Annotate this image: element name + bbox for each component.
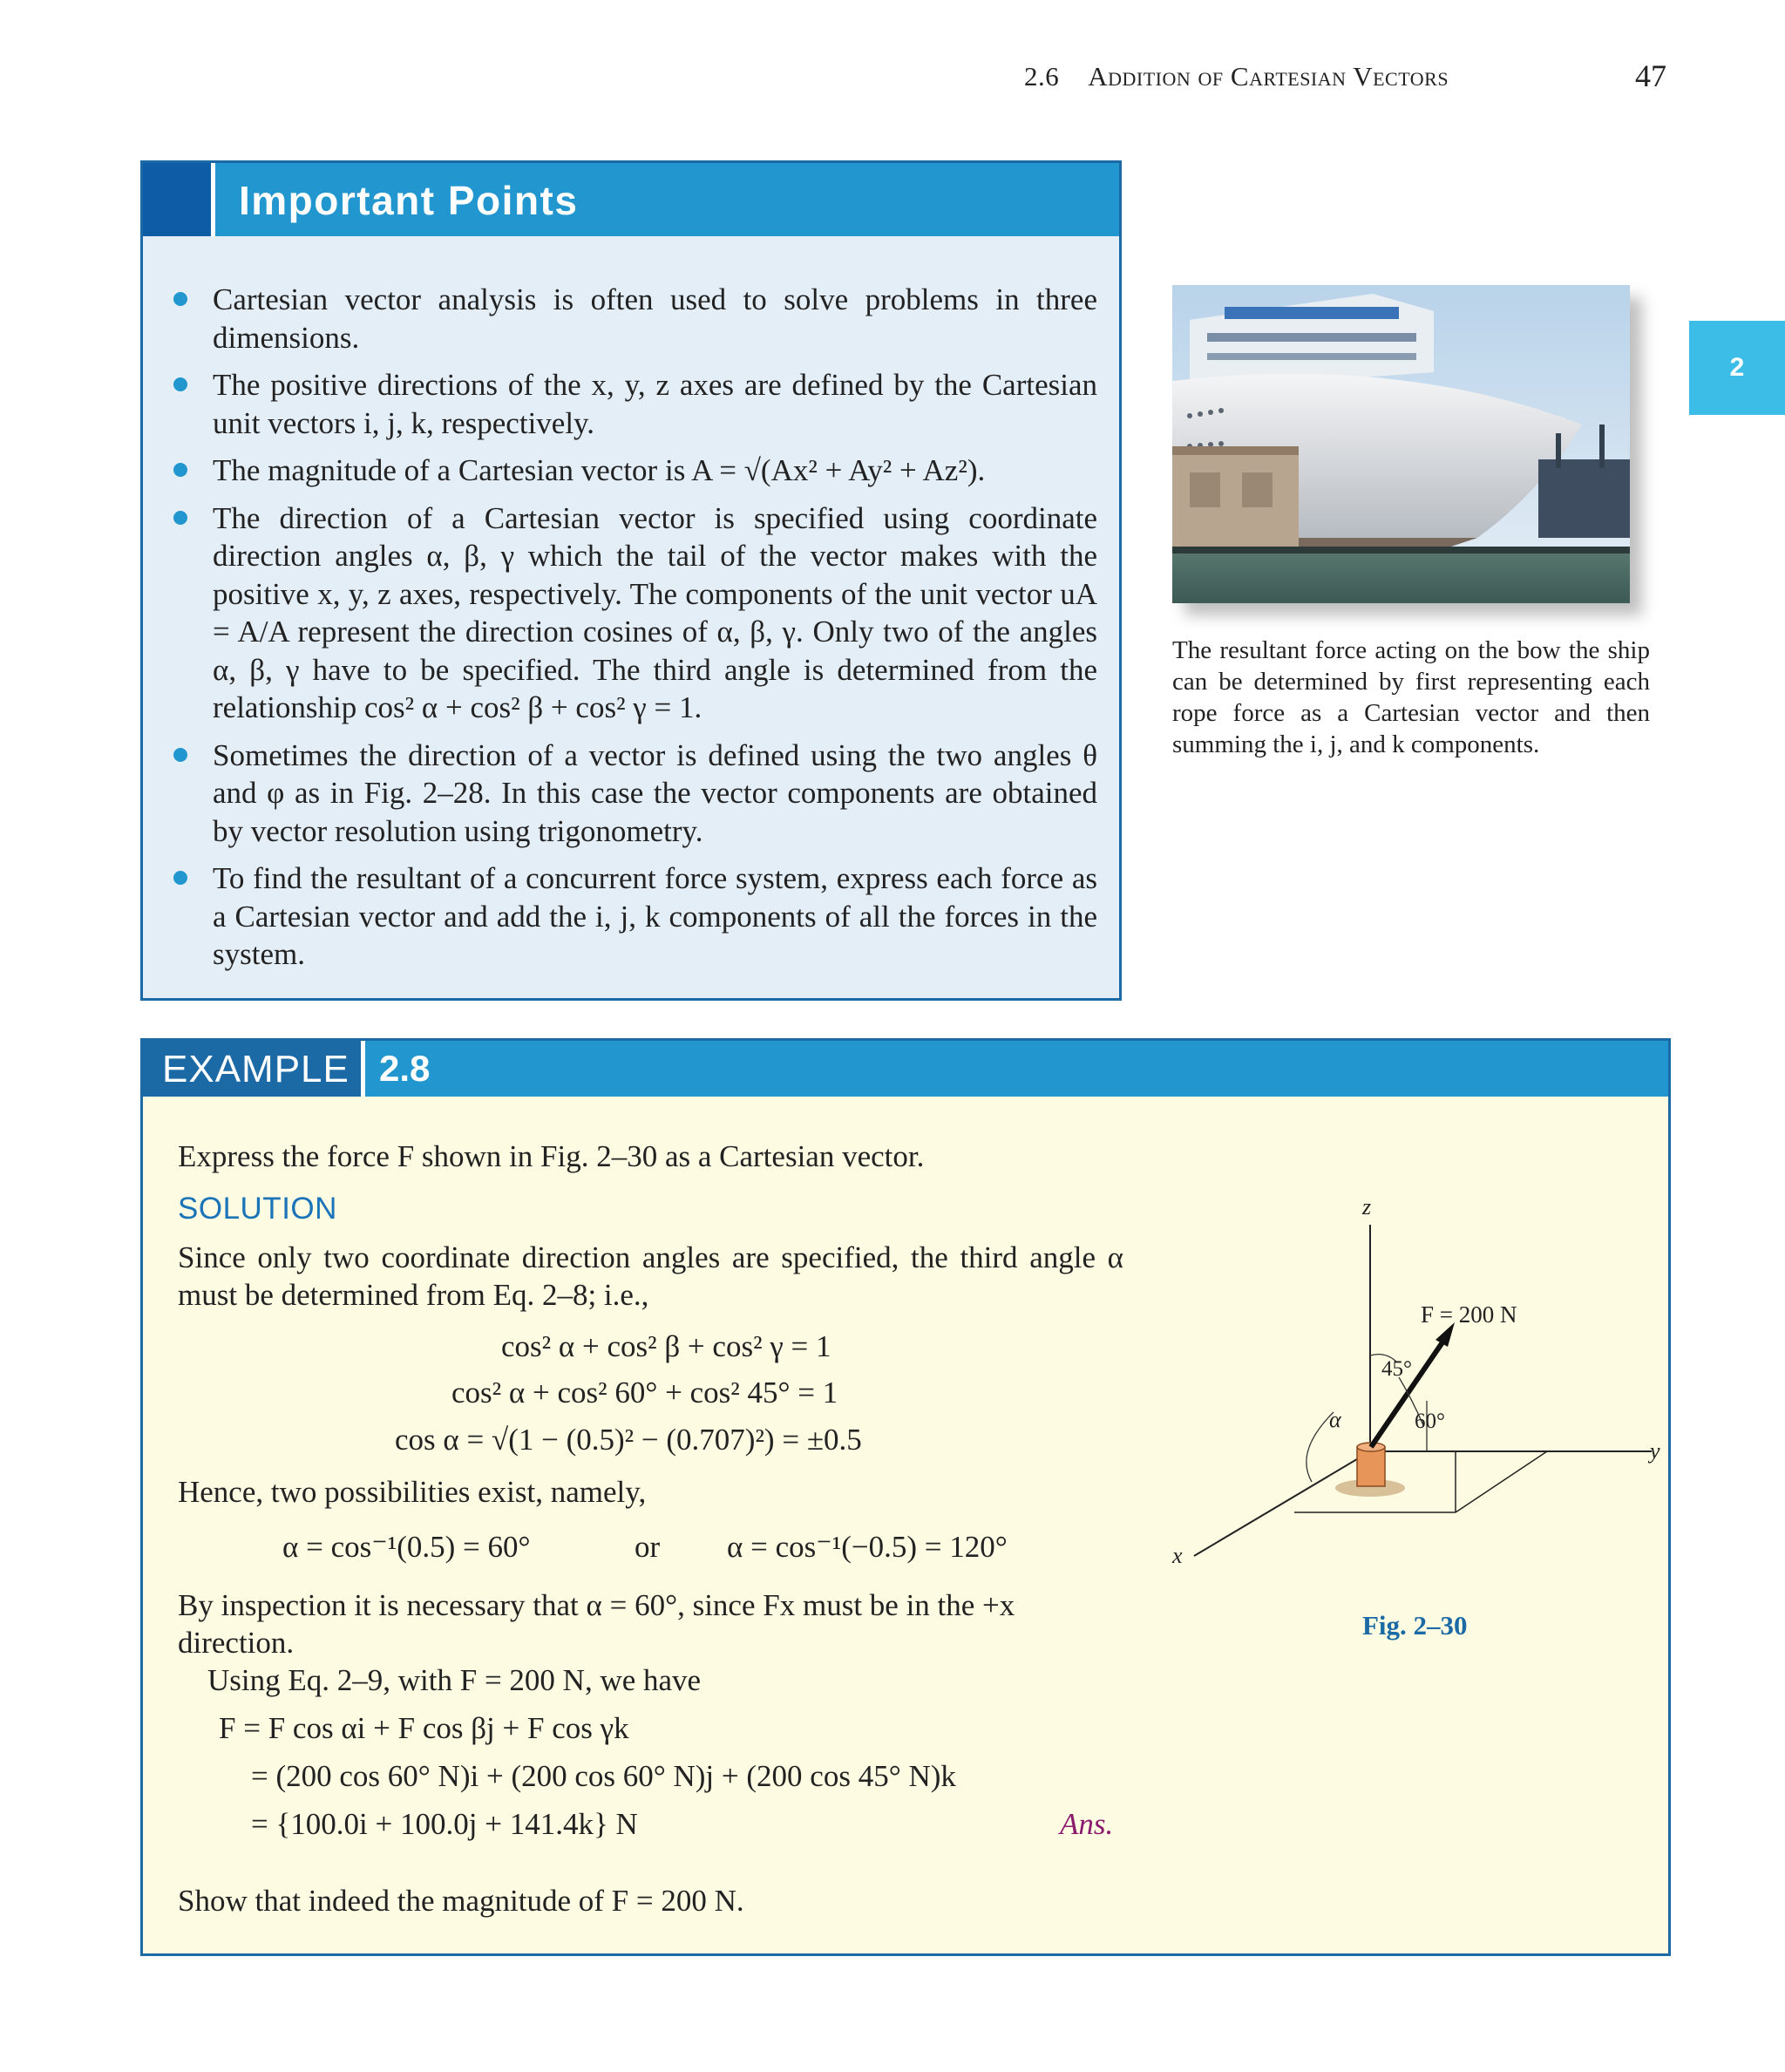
- answer-label: Ans.: [1060, 1807, 1114, 1841]
- x-axis-label: x: [1172, 1543, 1183, 1568]
- box-line: [1456, 1451, 1547, 1512]
- solution-intro: Since only two coordinate direction angles are specified, the third angle α must be determined from Eq. 2–8; i.e.,: [178, 1240, 1123, 1312]
- angle-45-label: 45°: [1381, 1357, 1412, 1381]
- header-divider: [211, 163, 215, 236]
- force-eq-2: = (200 cos 60° N)i + (200 cos 60° N)j + (200 cos 45° N)k: [251, 1759, 956, 1793]
- possibility-a: α = cos⁻¹(0.5) = 60°: [282, 1530, 531, 1564]
- force-label: F = 200 N: [1421, 1301, 1517, 1328]
- equation-3: cos α = √(1 − (0.5)² − (0.707)²) = ±0.5: [395, 1423, 862, 1457]
- point-text: To find the resultant of a concurrent force system, express each force as a Cartesian vector and add the i, j, k components of all the forces in the system.: [213, 861, 1097, 971]
- bullet-icon: [173, 871, 187, 885]
- figure-caption: Fig. 2–30: [1362, 1610, 1468, 1641]
- equation-1: cos² α + cos² β + cos² γ = 1: [501, 1329, 831, 1363]
- y-axis-label: y: [1650, 1438, 1660, 1464]
- example-number: 2.8: [379, 1048, 431, 1089]
- figure-2-30: [1164, 1190, 1669, 1591]
- point-text: Sometimes the direction of a vector is defined using the two angles θ and φ as in Fig. 2–28. In this case the vector components are obtained by vector resolution using trigonometry.: [213, 737, 1097, 848]
- alpha-label: α: [1329, 1407, 1341, 1432]
- point-item: [173, 737, 1097, 851]
- hence-text: Hence, two possibilities exist, namely,: [178, 1475, 647, 1509]
- point-item: [173, 366, 1097, 442]
- angle-60-label: 60°: [1415, 1410, 1445, 1433]
- ship-photo: [1172, 285, 1630, 603]
- x-axis: [1194, 1451, 1370, 1556]
- point-text: Cartesian vector analysis is often used to solve problems in three dimensions.: [213, 282, 1097, 355]
- possibility-or: or: [635, 1530, 661, 1564]
- chapter-tab[interactable]: 2: [1689, 321, 1785, 415]
- inspection-text: By inspection it is necessary that α = 60°, since Fx must be in the +x direction.: [178, 1588, 1015, 1660]
- point-item: [173, 859, 1097, 974]
- page-number: 47: [1635, 58, 1666, 93]
- running-head: [1024, 61, 1449, 92]
- point-text: The positive directions of the x, y, z axes are defined by the Cartesian unit vectors i, j, k, respectively.: [213, 368, 1097, 440]
- example-header: [143, 1041, 1668, 1097]
- force-eq-3: = {100.0i + 100.0j + 141.4k} N: [251, 1807, 638, 1841]
- point-item: [173, 499, 1097, 727]
- important-points-box: [140, 160, 1122, 1001]
- equation-2: cos² α + cos² 60° + cos² 45° = 1: [451, 1376, 838, 1410]
- important-points-list: [173, 281, 1097, 983]
- bullet-icon: [173, 377, 187, 391]
- photo-caption: The resultant force acting on the bow the ship can be determined by first representing each rope force as a Cartesian vector and then summing the i, j, and k components.: [1172, 636, 1650, 758]
- example-divider: [361, 1041, 365, 1097]
- bullet-icon: [173, 748, 187, 762]
- using-text: Using Eq. 2–9, with F = 200 N, we have: [207, 1663, 702, 1697]
- post: [1357, 1447, 1385, 1486]
- point-text: The direction of a Cartesian vector is specified using coordinate direction angles α, β, γ which the tail of the vector makes with the positive x, y, z axes, respectively. The components of the unit vector uA = A/A represent the direction cosines of α, β, γ. Only two of the angles α, β, γ have to be specified. The third angle is determined from the relationship cos² α + cos² β + cos² γ = 1.: [213, 500, 1097, 724]
- example-problem: Express the force F shown in Fig. 2–30 as a Cartesian vector.: [178, 1139, 925, 1173]
- important-points-title: Important Points: [239, 178, 579, 223]
- show-text: Show that indeed the magnitude of F = 200 N.: [178, 1884, 744, 1918]
- important-points-header: [143, 163, 1119, 236]
- example-number-bg: [365, 1041, 1668, 1097]
- point-text: The magnitude of a Cartesian vector is A = √(Ax² + Ay² + Az²).: [213, 453, 986, 487]
- possibility-b: α = cos⁻¹(−0.5) = 120°: [727, 1530, 1008, 1564]
- header-accent-block: [143, 163, 211, 236]
- force-eq-1: F = F cos αi + F cos βj + F cos γk: [219, 1711, 629, 1745]
- point-item: [173, 452, 1097, 490]
- bullet-icon: [173, 511, 187, 525]
- section-number: 2.6: [1024, 61, 1060, 92]
- example-label: EXAMPLE: [162, 1048, 350, 1090]
- section-title: Addition of Cartesian Vectors: [1088, 61, 1449, 92]
- z-axis-label: z: [1362, 1194, 1372, 1219]
- solution-label: SOLUTION: [178, 1192, 337, 1226]
- force-diagram: [1164, 1190, 1669, 1591]
- ship-illustration: [1172, 285, 1630, 603]
- bullet-icon: [173, 463, 187, 477]
- point-item: [173, 281, 1097, 357]
- bullet-icon: [173, 292, 187, 306]
